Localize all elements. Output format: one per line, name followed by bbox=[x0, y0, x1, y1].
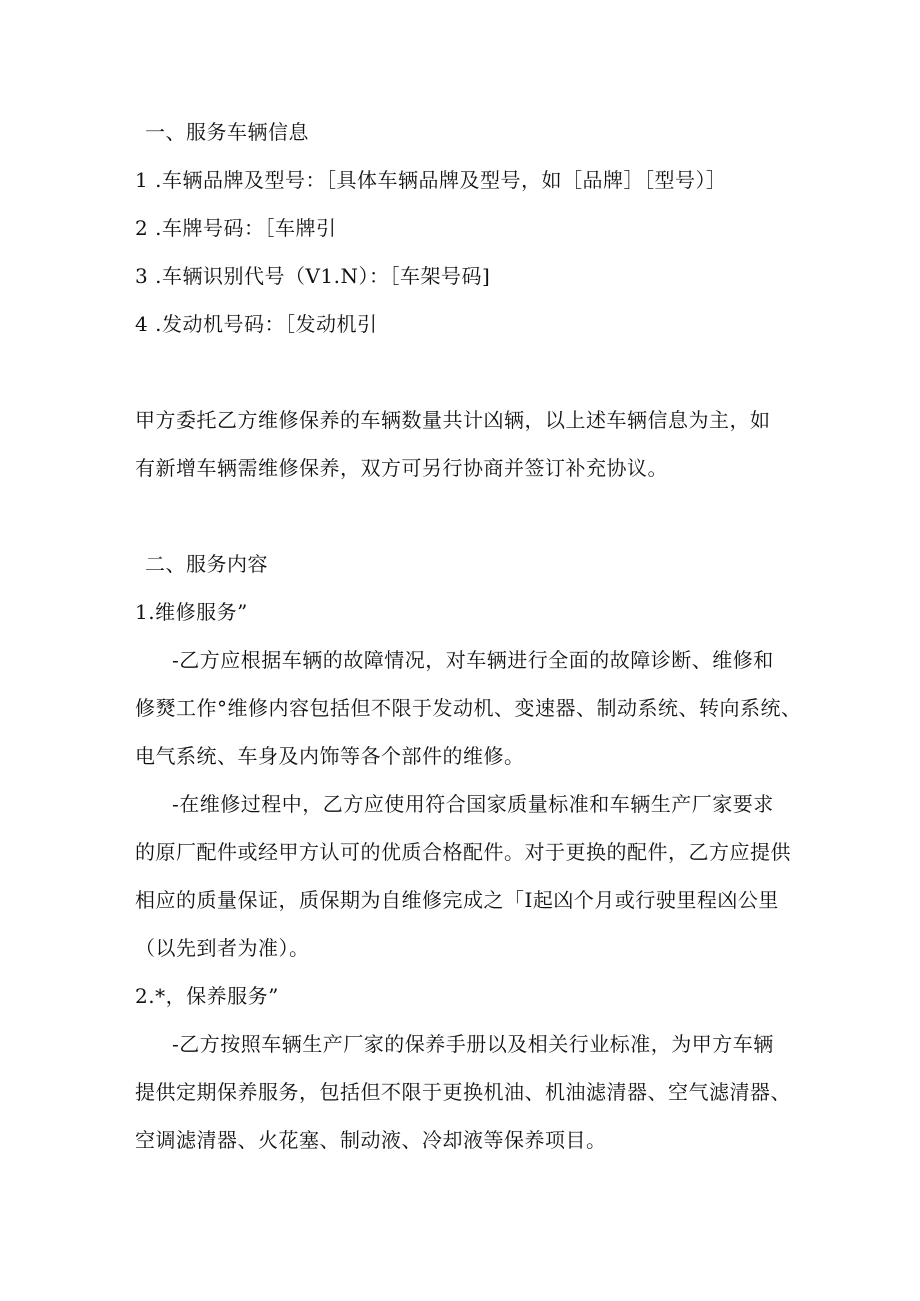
repair-paragraph-line: 电气系统、车身及内饰等各个部件的维修。 bbox=[135, 744, 525, 768]
parts-paragraph-line: （以先到者为准）。 bbox=[135, 936, 310, 960]
maintenance-paragraph-line: 空调滤清器、火花塞、制动液、冷却液等保养项目。 bbox=[135, 1128, 607, 1152]
maintenance-service-title: 2.*，保养服务” bbox=[135, 984, 279, 1008]
parts-paragraph-line: 相应的质量保证，质保期为自维修完成之「I起凶个月或行驶里程凶公里 bbox=[135, 888, 779, 912]
vehicle-info-item: 4 .发动机号码：［发动机引 bbox=[135, 312, 378, 336]
maintenance-paragraph-line: 提供定期保养服务，包括但不限于更换机油、机油滤清器、空气滤清器、 bbox=[135, 1080, 791, 1104]
maintenance-paragraph-line: -乙方按照车辆生产厂家的保养手册以及相关行业标准，为甲方车辆 bbox=[172, 1032, 774, 1056]
vehicle-info-item: 3 .车辆识别代号（V1.N）：［车架号码] bbox=[135, 264, 491, 288]
vehicle-count-paragraph-line: 甲方委托乙方维修保养的车辆数量共计凶辆，以上述车辆信息为主，如 bbox=[135, 408, 771, 432]
repair-paragraph-line: 修燹工作°维修内容包括但不限于发动机、变速器、制动系统、转向系统、 bbox=[135, 696, 802, 720]
vehicle-count-paragraph-line: 有新增车辆需维修保养，双方可另行协商并签订补充协议。 bbox=[135, 456, 668, 480]
vehicle-info-item: 2 .车牌号码：［车牌引 bbox=[135, 216, 337, 240]
repair-service-title: 1.维修服务” bbox=[135, 600, 248, 624]
repair-paragraph-line: -乙方应根据车辆的故障情况，对车辆进行全面的故障诊断、维修和 bbox=[172, 648, 774, 672]
section2-heading: 二、服务内容 bbox=[145, 552, 268, 576]
parts-paragraph-line: -在维修过程中，乙方应使用符合国家质量标准和车辆生产厂家要求 bbox=[172, 792, 774, 816]
parts-paragraph-line: 的原厂配件或经甲方认可的优质合格配件。对于更换的配件，乙方应提供 bbox=[135, 840, 791, 864]
vehicle-info-item: 1 .车辆品牌及型号：［具体车辆品牌及型号，如［品牌］［型号）］ bbox=[135, 168, 727, 192]
section1-heading: 一、服务车辆信息 bbox=[145, 120, 309, 144]
